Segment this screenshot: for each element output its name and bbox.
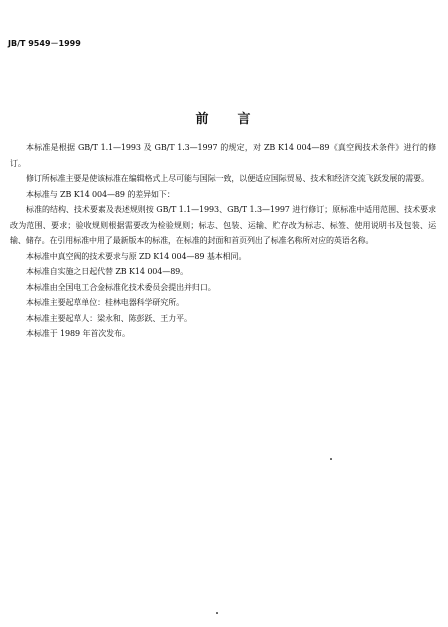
page-title: 前 言: [195, 112, 259, 127]
standard-number-header: JB/T 9549－1999: [8, 39, 81, 48]
scan-speck: [330, 458, 332, 460]
paragraph-differences-heading: 本标准与 ZB K14 004—89 的差异如下：: [26, 189, 175, 199]
paragraph-drafters: 本标准主要起草人：梁永和、陈彭跃、王力平。: [26, 313, 192, 323]
paragraph-differences-detail: 标准的结构、技术要素及表述规则按 GB/T 1.1—1993、GB/T 1.3—1997 进行修订；原标准中适用范围、技术要求改为范围、要求；验收规则根据需要改为检验规则；标志、包装、运输、贮存改为标志、标签、使用说明书及包装、运输、储存。在引用标准中用了最新版本的标准，在标准的封面和首页列出了标准名称所对应的英语名称。: [10, 205, 436, 245]
paragraph-proposer: 本标准由全国电工合金标准化技术委员会提出并归口。: [26, 282, 216, 292]
paragraph-purpose: 修订所标准主要是使该标准在编辑格式上尽可能与国际一致，以便适应国际贸易、技术和经济交流飞跃发展的需要。: [26, 174, 429, 183]
paragraph-replacement: 本标准自实施之日起代替 ZB K14 004—89。: [26, 267, 189, 276]
paragraph-technical-requirements: 本标准中真空阀的技术要求与原 ZD K14 004—89 基本相同。: [26, 251, 247, 261]
paragraph-intro: 本标准是根据 GB/T 1.1—1993 及 GB/T 1.3—1997 的规定，对 ZB K14 004—89《真空阀技术条件》进行的修订。: [10, 143, 436, 168]
paragraph-drafting-unit: 本标准主要起草单位：桂林电器科学研究所。: [26, 298, 184, 307]
scan-speck: [216, 612, 218, 614]
paragraph-first-release: 本标准于 1989 年首次发布。: [26, 329, 130, 338]
foreword-body: [10, 140, 436, 342]
